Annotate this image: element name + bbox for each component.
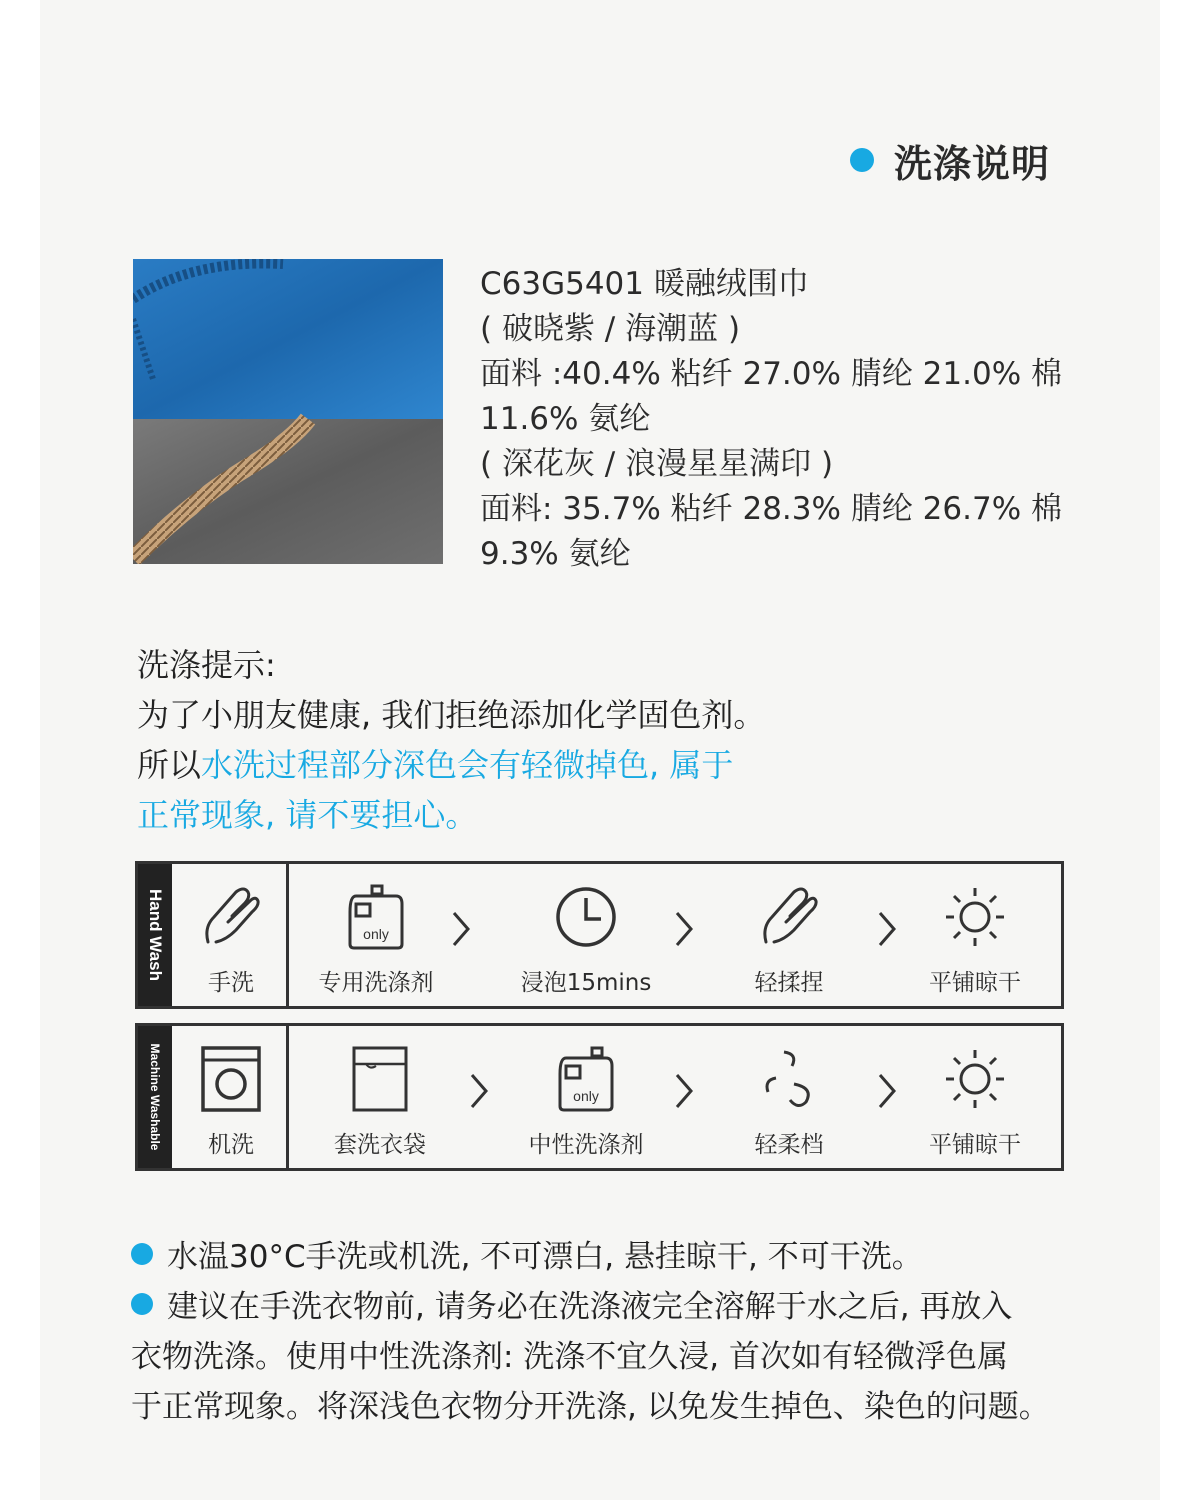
care-notes — [131, 1232, 1131, 1432]
color-variant-2: ( 深花灰 / 浪漫星星满印 ) — [480, 446, 834, 482]
chevron-right-icon — [673, 909, 695, 949]
machine-step-detergent-label: 中性洗涤剂 — [528, 1132, 644, 1158]
svg-text:only: only — [573, 1088, 599, 1104]
hand-step-dry-flat — [890, 872, 1060, 1002]
machine-wash-panel — [135, 1023, 1064, 1171]
hand-knead-icon — [754, 882, 824, 952]
machine-step-dry-flat-label: 平铺晾干 — [929, 1132, 1021, 1158]
note-1: 水温30°C手洗或机洗, 不可漂白, 悬挂晾干, 不可干洗。 — [131, 1232, 1131, 1282]
bullet-icon — [131, 1243, 153, 1265]
hand-step-detergent — [291, 872, 461, 1002]
gentle-cycle-icon — [754, 1044, 824, 1114]
tips-line-2 — [137, 740, 1037, 790]
machine-wash-divider — [286, 1026, 289, 1168]
clock-icon — [551, 882, 621, 952]
svg-text:only: only — [363, 926, 389, 942]
fabric-composition-2-cont: 9.3% 氨纶 — [480, 536, 631, 572]
hand-wash-divider — [286, 864, 289, 1006]
product-info — [480, 262, 1100, 577]
tips-line-2-prefix: 所以 — [137, 746, 202, 784]
detergent-only-icon — [346, 882, 406, 952]
hand-step-knead-label: 轻揉捏 — [754, 970, 824, 996]
section-title — [850, 132, 1050, 188]
note-2: 建议在手洗衣物前, 请务必在洗涤液完全溶解于水之后, 再放入 — [131, 1282, 1131, 1332]
note-2-cont: 衣物洗涤。使用中性洗涤剂: 洗涤不宜久浸, 首次如有轻微浮色属 — [131, 1339, 1009, 1375]
hand-wash-side-label: Hand Wash — [138, 864, 172, 1006]
bullet-icon — [131, 1293, 153, 1315]
laundry-bag-icon — [350, 1044, 410, 1114]
sun-icon — [940, 1044, 1010, 1114]
fabric-composition-2: 面料: 35.7% 粘纤 28.3% 腈纶 26.7% 棉 — [480, 491, 1063, 527]
sun-icon — [940, 882, 1010, 952]
machine-step-detergent — [501, 1034, 671, 1164]
washing-machine-icon — [199, 1044, 263, 1114]
chevron-right-icon — [673, 1071, 695, 1111]
machine-step-laundry-bag-label: 套洗衣袋 — [334, 1132, 426, 1158]
machine-step-laundry-bag — [295, 1034, 465, 1164]
machine-wash-side-label: Machine Washable — [138, 1026, 172, 1168]
hand-step-detergent-label: 专用洗涤剂 — [318, 970, 434, 996]
hand-wash-panel — [135, 861, 1064, 1009]
machine-wash-main — [146, 1034, 316, 1164]
tips-heading: 洗涤提示: — [137, 646, 276, 684]
page-title: 洗涤说明 — [894, 141, 1051, 186]
machine-wash-label: 机洗 — [208, 1132, 254, 1158]
tips-line-2-highlight: 水洗过程部分深色会有轻微掉色, 属于 — [201, 746, 734, 784]
hand-step-soak — [501, 872, 671, 1002]
chevron-right-icon — [450, 909, 472, 949]
hand-step-soak-label: 浸泡15mins — [520, 970, 652, 996]
hand-wash-icon — [196, 882, 266, 952]
tips-line-3-highlight: 正常现象, 请不要担心。 — [137, 796, 478, 834]
fabric-composition-1: 面料 :40.4% 粘纤 27.0% 腈纶 21.0% 棉 — [480, 356, 1063, 392]
fabric-composition-1-cont: 11.6% 氨纶 — [480, 401, 651, 437]
detergent-only-icon — [556, 1044, 616, 1114]
chevron-right-icon — [468, 1071, 490, 1111]
note-2-cont-2: 于正常现象。将深浅色衣物分开洗涤, 以免发生掉色、染色的问题。 — [131, 1389, 1050, 1425]
hand-step-dry-flat-label: 平铺晾干 — [929, 970, 1021, 996]
tips-line-1: 为了小朋友健康, 我们拒绝添加化学固色剂。 — [137, 696, 766, 734]
hand-wash-label: 手洗 — [208, 970, 254, 996]
color-variant-1: ( 破晓紫 / 海潮蓝 ) — [480, 311, 741, 347]
hand-step-knead — [704, 872, 874, 1002]
fabric-swatch-image — [133, 259, 443, 564]
machine-step-gentle — [704, 1034, 874, 1164]
machine-step-dry-flat — [890, 1034, 1060, 1164]
washing-tips — [137, 640, 1037, 840]
title-bullet-icon — [850, 148, 874, 172]
machine-step-gentle-label: 轻柔档 — [754, 1132, 824, 1158]
product-name: C63G5401 暖融绒围巾 — [480, 266, 809, 302]
